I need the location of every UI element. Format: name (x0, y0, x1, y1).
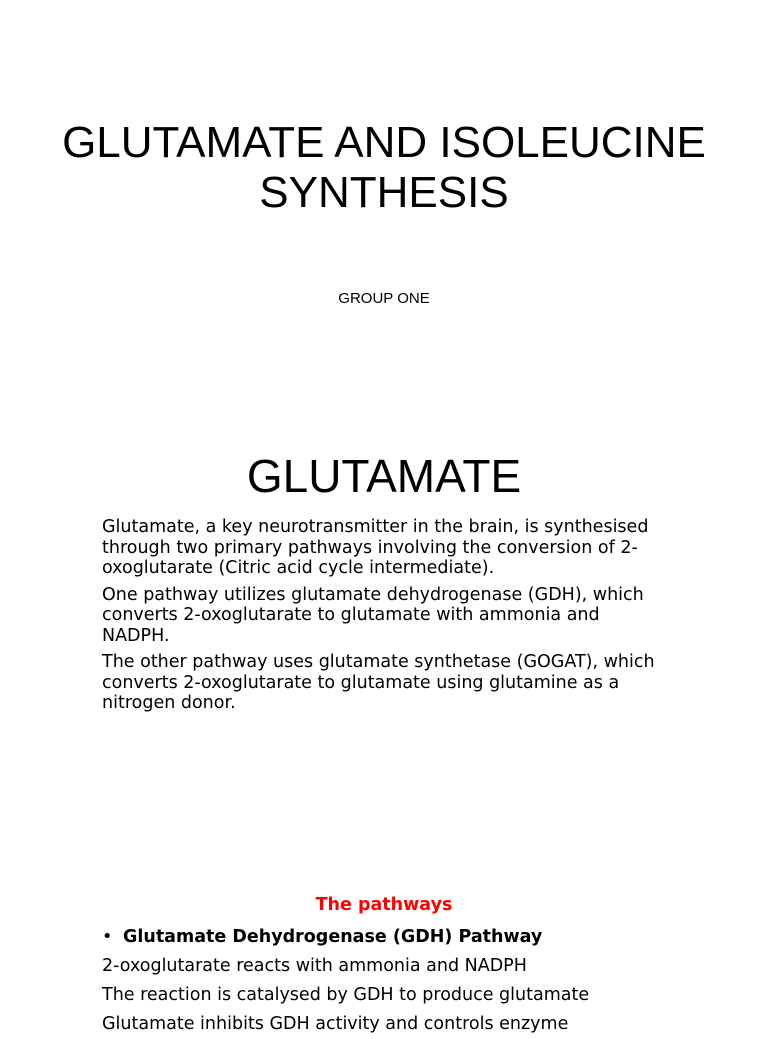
bullet-icon: • (102, 927, 113, 947)
paragraph: Glutamate, a key neurotransmitter in the brain, is synthesised through two primary pathways involving the conversion of 2-oxoglutarate (Citric acid cycle intermediate). (102, 517, 649, 578)
bullet-text: Glutamate Dehydrogenase (GDH) Pathway (123, 927, 543, 947)
text-line: Glutamate inhibits GDH activity and controls enzyme (102, 1014, 569, 1034)
slide-body (102, 923, 722, 1039)
paragraph: One pathway utilizes glutamate dehydrogenase (GDH), which converts 2-oxoglutarate to glutamate with ammonia and NADPH. (102, 584, 644, 646)
glutamate-slide (0, 384, 768, 864)
paragraph: The other pathway uses glutamate synthetase (GOGAT), which converts 2-oxoglutarate to glutamate using glutamine as a nitrogen donor. (102, 652, 655, 713)
pathways-slide (0, 864, 768, 1034)
presentation-title: GLUTAMATE AND ISOLEUCINE SYNTHESIS (62, 118, 706, 217)
bullet-item (102, 923, 722, 952)
presentation-subtitle: GROUP ONE (338, 290, 430, 307)
text-line: The reaction is catalysed by GDH to produce glutamate (102, 985, 590, 1005)
title-slide (0, 0, 768, 384)
slide-body (102, 517, 662, 720)
section-heading: The pathways (315, 895, 453, 915)
text-line: 2-oxoglutarate reacts with ammonia and NADPH (102, 956, 527, 976)
slide-title: GLUTAMATE (246, 450, 522, 502)
